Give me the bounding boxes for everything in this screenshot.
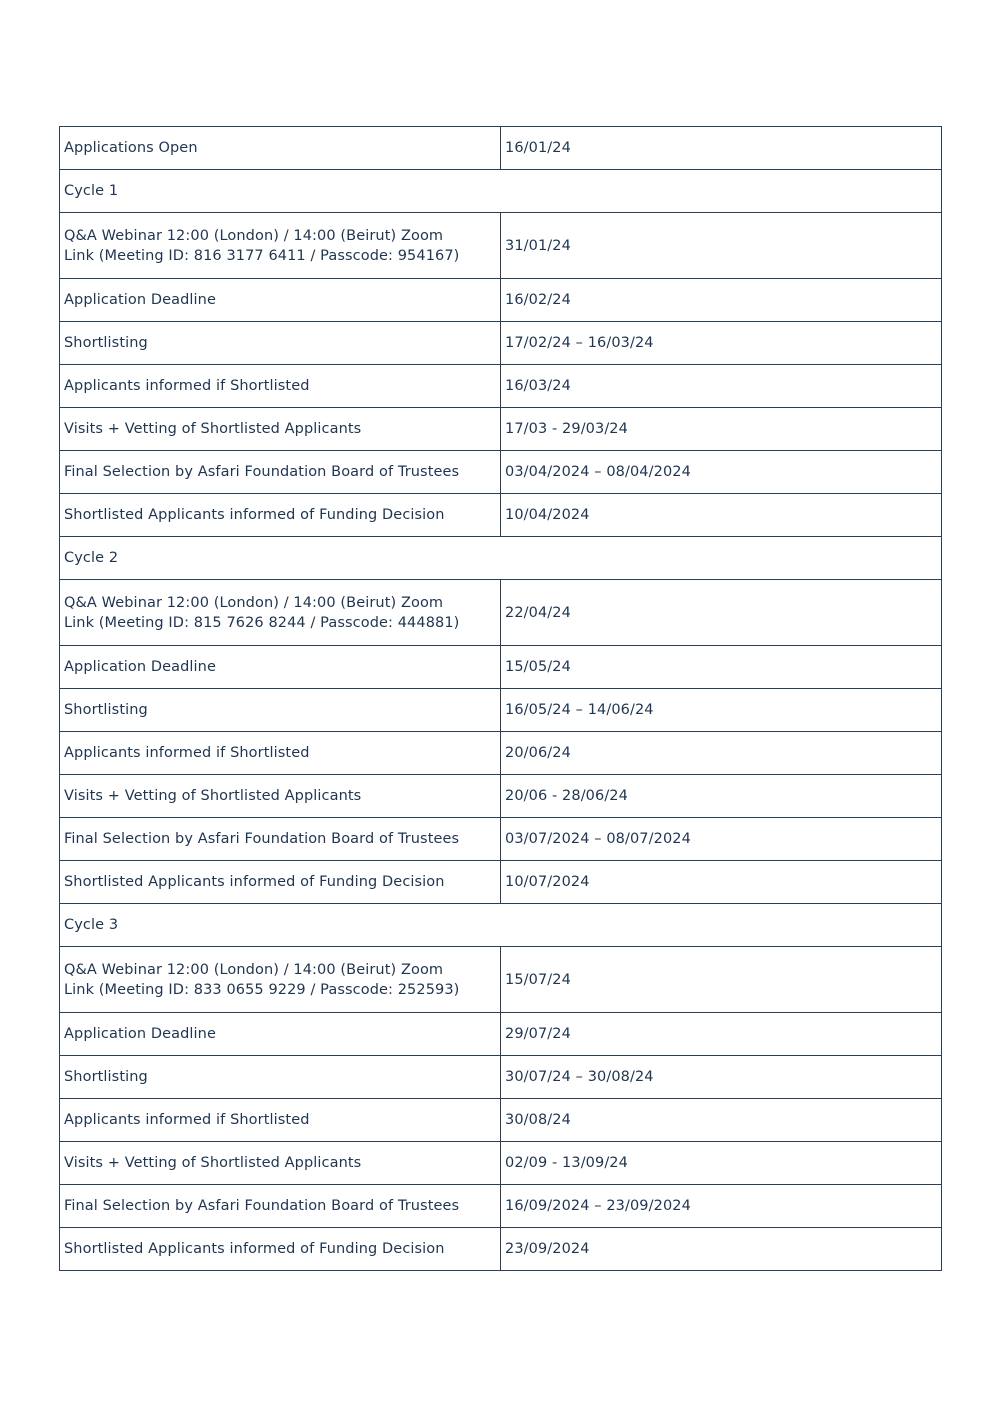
milestone-label: Final Selection by Asfari Foundation Board of Trustees [60, 1185, 501, 1228]
milestone-label-line: Link (Meeting ID: 815 7626 8244 / Passcode: 444881) [64, 614, 460, 631]
milestone-label-line: Q&A Webinar 12:00 (London) / 14:00 (Beirut) Zoom [64, 227, 444, 244]
milestone-label: Shortlisted Applicants informed of Funding Decision [60, 494, 501, 537]
cycle-header-label: Cycle 3 [60, 904, 942, 947]
table-row [60, 322, 942, 365]
milestone-label-line: Q&A Webinar 12:00 (London) / 14:00 (Beirut) Zoom [64, 961, 444, 978]
milestone-label: Final Selection by Asfari Foundation Board of Trustees [60, 451, 501, 494]
table-row [60, 494, 942, 537]
milestone-label [60, 213, 501, 279]
table-row [60, 689, 942, 732]
milestone-label: Applicants informed if Shortlisted [60, 732, 501, 775]
milestone-label: Final Selection by Asfari Foundation Board of Trustees [60, 818, 501, 861]
milestone-date: 16/03/24 [501, 365, 942, 408]
milestone-label [60, 580, 501, 646]
milestone-date: 30/07/24 – 30/08/24 [501, 1056, 942, 1099]
milestone-date: 17/02/24 – 16/03/24 [501, 322, 942, 365]
milestone-date: 17/03 - 29/03/24 [501, 408, 942, 451]
cycle-header-row [60, 904, 942, 947]
milestone-label: Application Deadline [60, 646, 501, 689]
table-row [60, 732, 942, 775]
milestone-date: 23/09/2024 [501, 1228, 942, 1271]
milestone-label: Applicants informed if Shortlisted [60, 1099, 501, 1142]
milestone-label: Visits + Vetting of Shortlisted Applicants [60, 408, 501, 451]
table-row [60, 775, 942, 818]
milestone-date: 03/04/2024 – 08/04/2024 [501, 451, 942, 494]
milestone-label: Shortlisted Applicants informed of Funding Decision [60, 1228, 501, 1271]
milestone-label: Shortlisted Applicants informed of Funding Decision [60, 861, 501, 904]
milestone-date: 31/01/24 [501, 213, 942, 279]
cycle-header-row [60, 170, 942, 213]
schedule-table [59, 126, 942, 1271]
table-row [60, 279, 942, 322]
table-row [60, 1013, 942, 1056]
cycle-header-row [60, 537, 942, 580]
milestone-date: 15/07/24 [501, 947, 942, 1013]
table-row [60, 580, 942, 646]
table-row [60, 861, 942, 904]
milestone-label: Visits + Vetting of Shortlisted Applicants [60, 775, 501, 818]
milestone-date: 16/09/2024 – 23/09/2024 [501, 1185, 942, 1228]
milestone-date: 03/07/2024 – 08/07/2024 [501, 818, 942, 861]
milestone-date: 10/07/2024 [501, 861, 942, 904]
milestone-date: 20/06 - 28/06/24 [501, 775, 942, 818]
milestone-label-line: Q&A Webinar 12:00 (London) / 14:00 (Beirut) Zoom [64, 594, 444, 611]
table-row [60, 1099, 942, 1142]
milestone-label-line: Link (Meeting ID: 816 3177 6411 / Passcode: 954167) [64, 247, 460, 264]
table-row [60, 451, 942, 494]
cycle-header-label: Cycle 2 [60, 537, 942, 580]
milestone-date: 10/04/2024 [501, 494, 942, 537]
table-row [60, 1056, 942, 1099]
milestone-label: Shortlisting [60, 1056, 501, 1099]
table-row [60, 1185, 942, 1228]
table-row [60, 947, 942, 1013]
milestone-date: 16/02/24 [501, 279, 942, 322]
milestone-label: Application Deadline [60, 1013, 501, 1056]
table-row [60, 1142, 942, 1185]
milestone-date: 30/08/24 [501, 1099, 942, 1142]
milestone-label: Applicants informed if Shortlisted [60, 365, 501, 408]
milestone-label: Shortlisting [60, 322, 501, 365]
table-row [60, 646, 942, 689]
milestone-label: Shortlisting [60, 689, 501, 732]
milestone-label: Application Deadline [60, 279, 501, 322]
milestone-date: 16/05/24 – 14/06/24 [501, 689, 942, 732]
table-row [60, 1228, 942, 1271]
milestone-date: 15/05/24 [501, 646, 942, 689]
milestone-date: 16/01/24 [501, 127, 942, 170]
table-row [60, 818, 942, 861]
schedule-table-body [60, 127, 942, 1271]
milestone-label: Visits + Vetting of Shortlisted Applicants [60, 1142, 501, 1185]
milestone-date: 22/04/24 [501, 580, 942, 646]
table-row [60, 127, 942, 170]
table-row [60, 365, 942, 408]
milestone-date: 29/07/24 [501, 1013, 942, 1056]
milestone-label-line: Link (Meeting ID: 833 0655 9229 / Passcode: 252593) [64, 981, 460, 998]
table-row [60, 213, 942, 279]
milestone-date: 20/06/24 [501, 732, 942, 775]
milestone-label: Applications Open [60, 127, 501, 170]
cycle-header-label: Cycle 1 [60, 170, 942, 213]
table-row [60, 408, 942, 451]
milestone-label [60, 947, 501, 1013]
milestone-date: 02/09 - 13/09/24 [501, 1142, 942, 1185]
